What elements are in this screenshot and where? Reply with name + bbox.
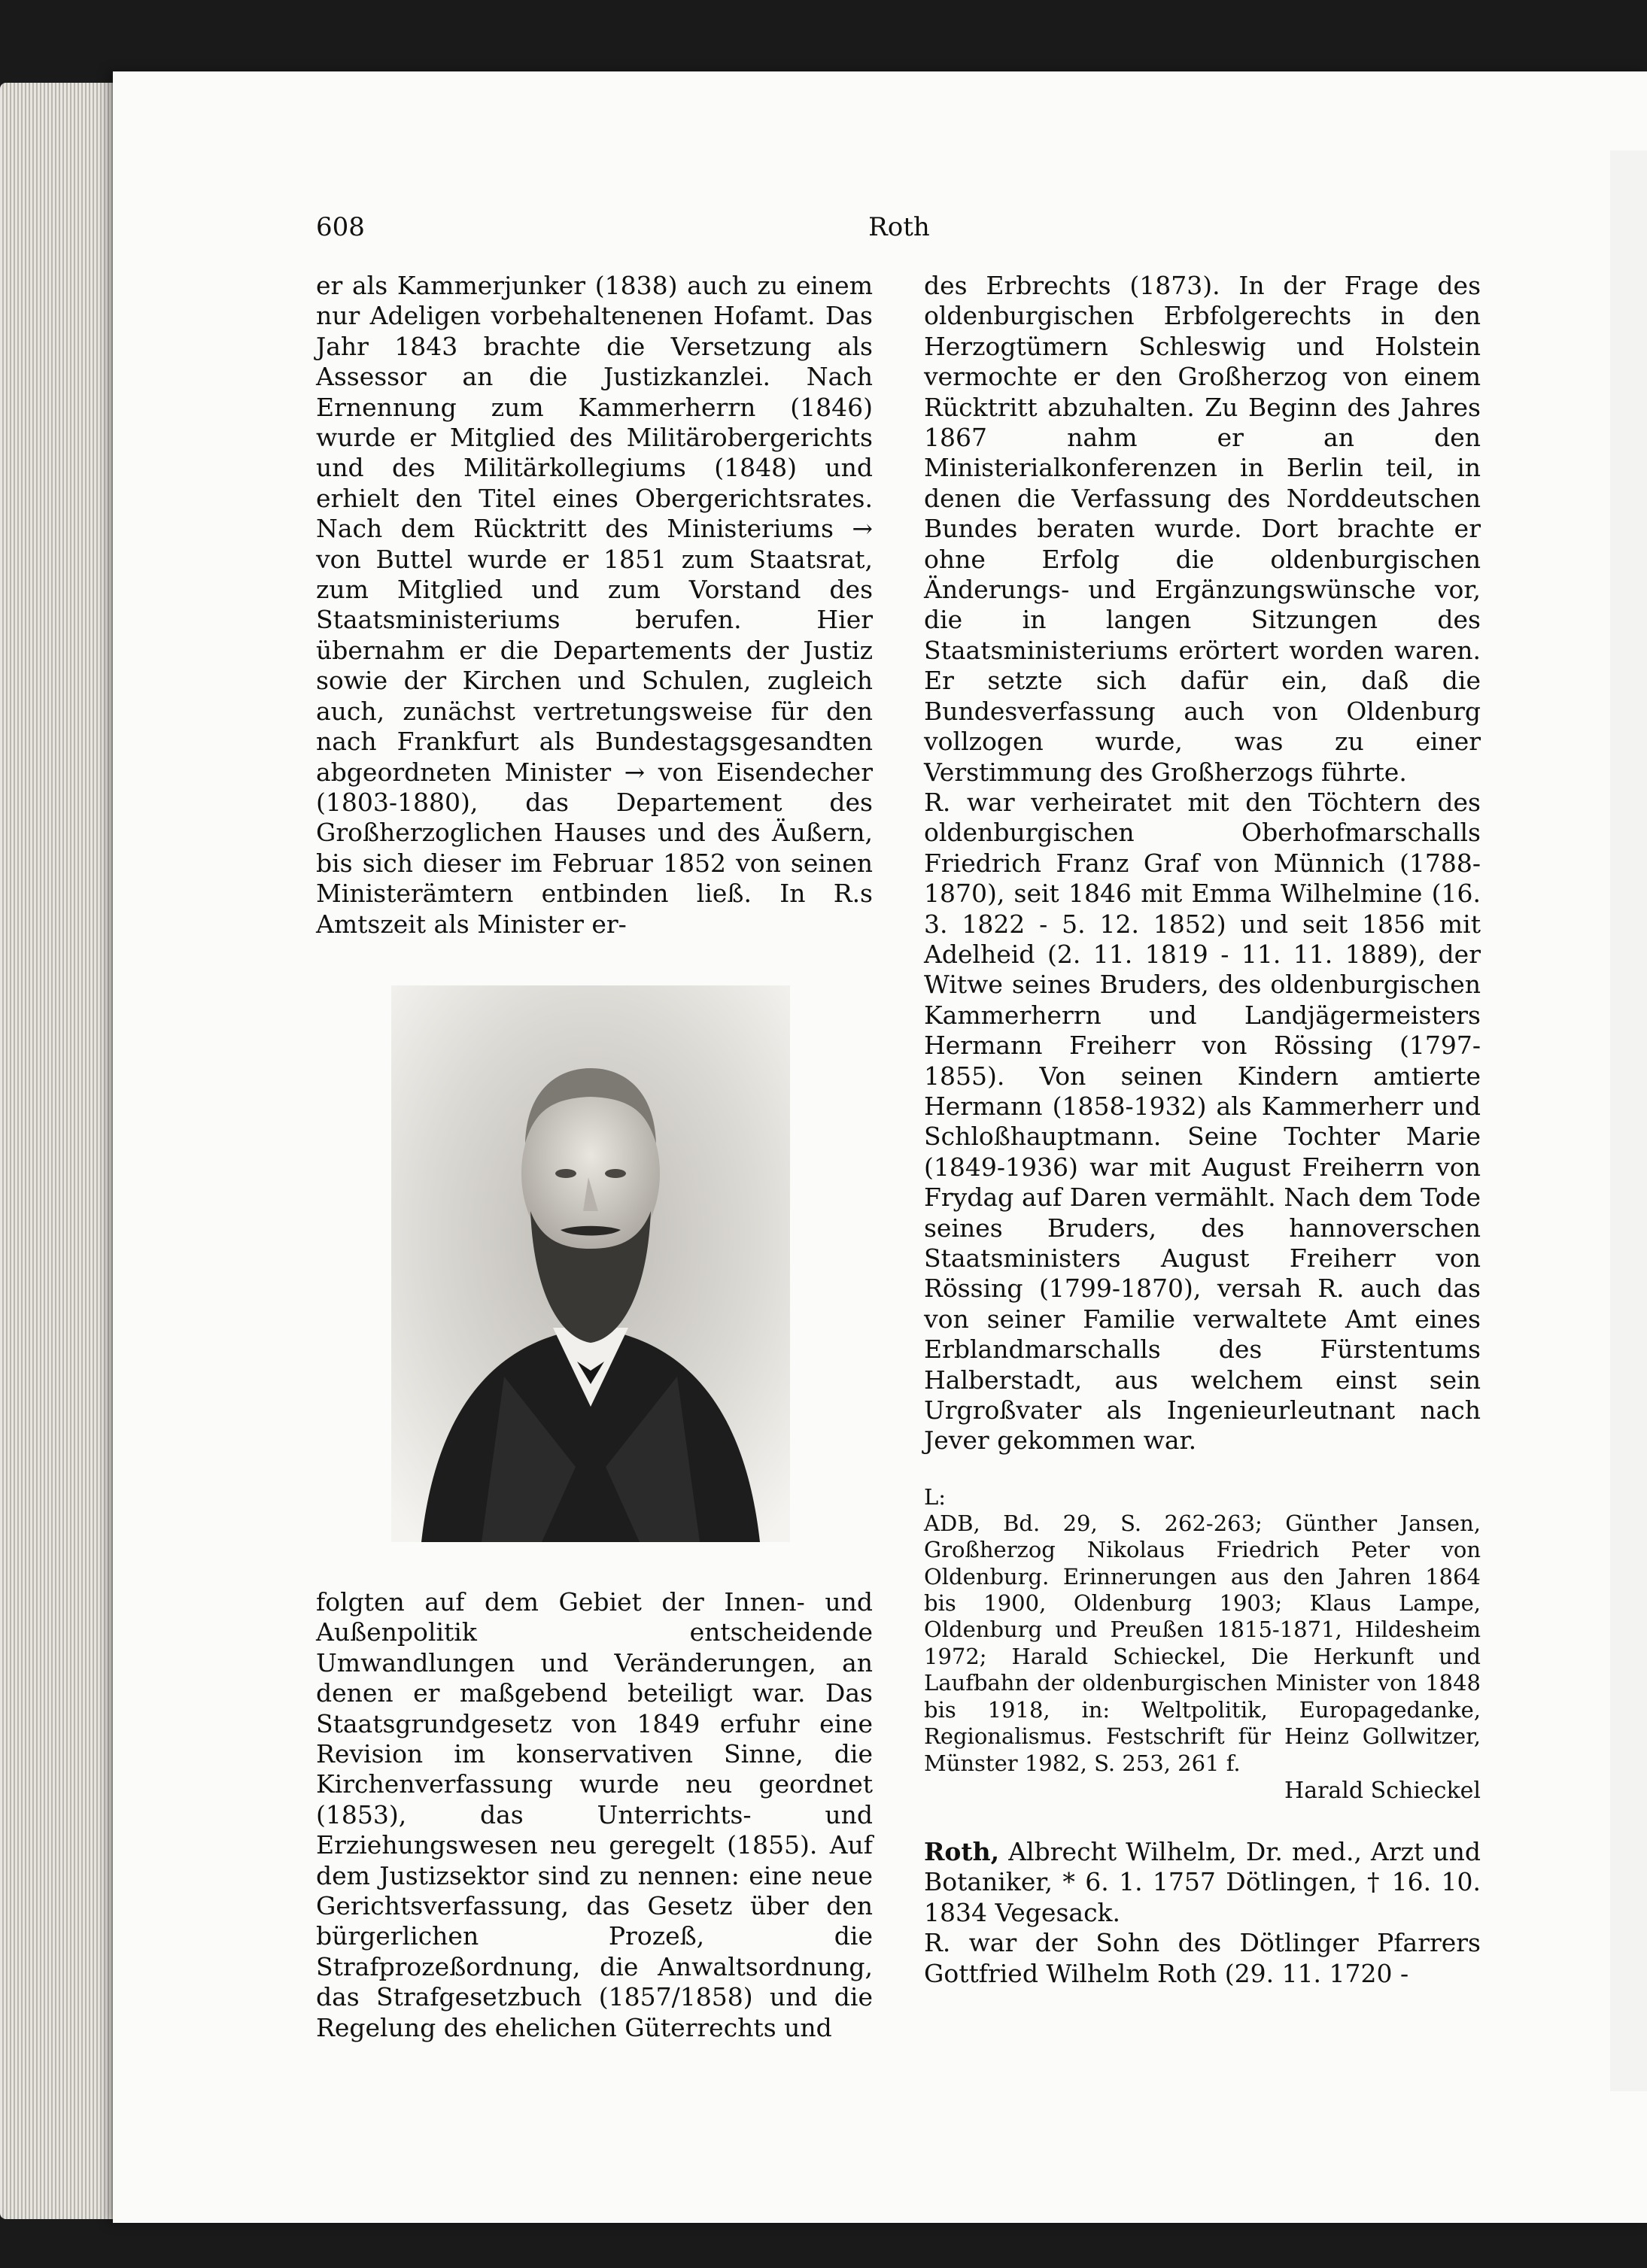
right-column [924, 271, 1481, 1989]
author-signature: Harald Schieckel [1284, 1777, 1481, 1804]
running-head: Roth [868, 212, 930, 242]
entry-roth-text: R. war der Sohn des Dötlinger Pfarrers Gottfried Wilhelm Roth (29. 11. 1720 - [924, 1928, 1481, 1988]
entry-roth-heading [924, 1837, 1481, 1928]
paragraph-right-2: R. war verheiratet mit den Töchtern des oldenburgischen Oberhofmarschalls Friedrich Franz Graf von Münnich (1788-1870), seit 1846 mit Emma Wilhelmine (16. 3. 1822 - 5. 12. 1852) und seit 1856 mit Adelheid (2. 11. 1819 - 11. 11. 1889), der Witwe seines Bruders, des oldenburgischen Kammerherrn und Landjägermeisters Hermann Freiherr von Rössing (1797-1855). Von seinen Kindern amtierte Hermann (1858-1932) als Kammerherr und Schloßhauptmann. Seine Tochter Marie (1849-1936) war mit August Freiherrn von Frydag auf Daren vermählt. Nach dem Tode seines Bruders, des hannoverschen Staatsministers August Freiherr von Rössing (1799-1870), versah R. auch das von seiner Familie verwaltete Amt eines Erblandmarschalls des Fürstentums Halberstadt, aus welchem einst sein Urgroßvater als Ingenieurleutnant nach Jever gekommen war. [924, 787, 1481, 1456]
entry-head-text: Albrecht Wilhelm, Dr. med., Arzt und Botaniker, * 6. 1. 1757 Dötlingen, † 16. 10. 1834 Vegesack. [924, 1836, 1481, 1927]
entry-name: Roth, [924, 1836, 1000, 1866]
page-margin-strip [1610, 150, 1647, 2091]
literature-list: ADB, Bd. 29, S. 262-263; Günther Jansen, Großherzog Nikolaus Friedrich Peter von Oldenburg. Erinnerungen aus den Jahren 1864 bis 1900, Oldenburg 1903; Klaus Lampe, Oldenburg und Preußen 1815-1871, Hildesheim 1972; Harald Schieckel, Die Herkunft und Laufbahn der oldenburgischen Minister von 1848 bis 1918, in: Weltpolitik, Europagedanke, Regionalismus. Festschrift für Heinz Gollwitzer, Münster 1982, S. 253, 261 f. [924, 1510, 1481, 1776]
literature-label: L: [924, 1483, 947, 1510]
paragraph-right-1: des Erbrechts (1873). In der Frage des oldenburgischen Erbfolgerechts in den Herzogtümern Schleswig und Holstein vermochte er den Großherzog von einem Rücktritt abzuhalten. Zu Beginn des Jahres 1867 nahm er an den Ministerialkonferenzen in Berlin teil, in denen die Verfassung des Norddeutschen Bundes beraten wurde. Dort brachte er ohne Erfolg die oldenburgischen Änderungs- und Ergänzungswünsche vor, die in langen Sitzungen des Staatsministeriums erörtert worden waren. Er setzte sich dafür ein, daß die Bundesverfassung auch von Oldenburg vollzogen wurde, was zu einer Verstimmung des Großherzogs führte. [924, 271, 1481, 787]
portrait-drawing [391, 985, 790, 1542]
page-number: 608 [316, 212, 365, 242]
left-column-top [316, 271, 873, 940]
left-column-bottom [316, 1587, 873, 2043]
paragraph-left-top: er als Kammerjunker (1838) auch zu einem nur Adeligen vorbehaltenenen Hofamt. Das Jahr 1843 brachte die Versetzung als Assessor an die Justizkanzlei. Nach Ernennung zum Kammerherrn (1846) wurde er Mitglied des Militärobergerichts und des Militärkollegiums (1848) und erhielt den Titel eines Obergerichtsrates. Nach dem Rücktritt des Ministeriums → von Buttel wurde er 1851 zum Staatsrat, zum Mitglied und zum Vorstand des Staatsministeriums berufen. Hier übernahm er die Departements der Justiz sowie der Kirchen und Schulen, zugleich auch, zunächst vertretungsweise für den nach Frankfurt als Bundestagsgesandten abgeordneten Minister → von Eisendecher (1803-1880), das Departement des Großherzoglichen Hauses und des Äußern, bis sich dieser im Februar 1852 von seinen Ministerämtern entbinden ließ. In R.s Amtszeit als Minister er- [316, 271, 873, 939]
paragraph-left-bottom: folgten auf dem Gebiet der Innen- und Außenpolitik entscheidende Umwandlungen und Veränderungen, an denen er maßgebend beteiligt war. Das Staatsgrundgesetz von 1849 erfuhr eine Revision im konservativen Sinne, die Kirchenverfassung wurde neu geordnet (1853), das Unterrichts- und Erziehungswesen neu geregelt (1855). Auf dem Justizsektor sind zu nennen: eine neue Gerichtsverfassung, das Gesetz über den bürgerlichen Prozeß, die Strafprozeßordnung, die Anwaltsordnung, das Strafgesetzbuch (1857/1858) und die Regelung des ehelichen Güterrechts und [316, 1587, 873, 2042]
portrait-photo-icon [391, 985, 790, 1542]
page-header [316, 212, 1482, 250]
